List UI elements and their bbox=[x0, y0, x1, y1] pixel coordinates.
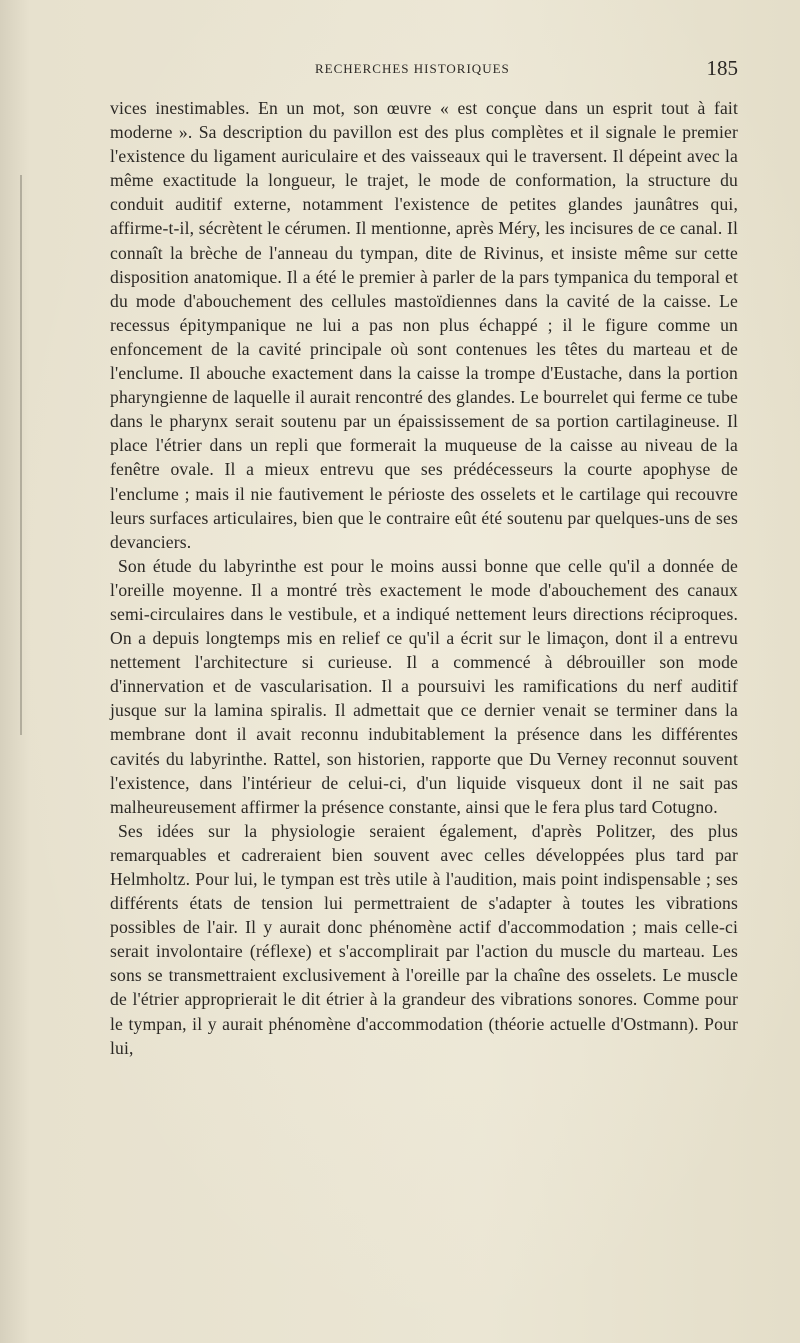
page-number: 185 bbox=[706, 56, 738, 80]
paragraph-3: Ses idées sur la physiologie seraient également, d'après Politzer, des plus remarquables et cadreraient bien souvent avec celles développées plus tard par Helmholtz. Pour lui, le tympan est très utile à l'audition, mais point indispensable ; ses différents états de tension lui permettraient de s'adapter à toutes les vibrations possibles de l'air. Il y aurait donc phénomène actif d'accommodation ; mais celle-ci serait involontaire (réflexe) et s'accomplirait par l'action du muscle du marteau. Les sons se transmettraient exclusivement à l'oreille par la chaîne des osselets. Le muscle de l'étrier approprierait le dit étrier à la grandeur des vibrations sonores. Comme pour le tympan, il y aurait phénomène d'accommodation (théorie actuelle d'Ostmann). Pour lui, bbox=[110, 820, 738, 1058]
body-text bbox=[110, 96, 738, 1060]
paragraph-2: Son étude du labyrinthe est pour le moins aussi bonne que celle qu'il a donnée de l'oreille moyenne. Il a montré très exactement le mode d'abouchement des canaux semi-circulaires dans le vestibule, et a indiqué nettement leurs directions réciproques. On a depuis longtemps mis en relief ce qu'il a écrit sur le limaçon, dont il a entrevu nettement l'architecture si curieuse. Il a commencé à débrouiller son mode d'innervation et de vascularisation. Il a poursuivi les ramifications du nerf auditif jusque sur la lamina spiralis. Il admettait que ce dernier venait se terminer dans la membrane dont il avait reconnu indubitablement la présence dans les différentes cavités du labyrinthe. Rattel, son historien, rapporte que Du Verney reconnut souvent l'existence, dans l'intérieur de celui-ci, d'un liquide visqueux dont il ne sait pas malheureusement affirmer la présence constante, ainsi que le fera plus tard Cotugno. bbox=[110, 555, 738, 817]
running-head: RECHERCHES HISTORIQUES bbox=[315, 61, 510, 76]
binding-shadow bbox=[20, 175, 22, 735]
page-header bbox=[110, 58, 738, 84]
paragraph-1: vices inestimables. En un mot, son œuvre « est conçue dans un esprit tout à fait moderne ». Sa description du pavillon est des plus complètes et il signale le premier l'existence du ligament auriculaire et des vaisseaux qui le traversent. Il dépeint avec la même exactitude la longueur, le trajet, le mode de conformation, la structure du conduit auditif externe, notamment l'existence de petites glandes jaunâtres qui, affirme-t-il, sécrètent le cérumen. Il mentionne, après Méry, les incisures de ce canal. Il connaît la brèche de l'anneau du tympan, dite de Rivinus, et insiste même sur cette disposition anatomique. Il a été le premier à parler de la pars tympanica du temporal et du mode d'abouchement des cellules mastoïdiennes dans la cavité de la caisse. Le recessus épitympanique ne lui a pas non plus échappé ; il le figure comme un enfoncement de la cavité principale où sont contenues les têtes du marteau et de l'enclume. Il abouche exactement dans la caisse la trompe d'Eustache, dans la portion pharyngienne de laquelle il aurait rencontré des glandes. Le bourrelet qui ferme ce tube dans le pharynx serait soutenu par un épaississement de sa portion cartilagineuse. Il place l'étrier dans un repli que formerait la muqueuse de la caisse au niveau de la fenêtre ovale. Il a mieux entrevu que ses prédécesseurs la courte apophyse de l'enclume ; mais il nie fautivement le périoste des osselets et le cartilage qui recouvre leurs surfaces articulaires, bien que le contraire eût été soutenu par quelques-uns de ses devanciers. bbox=[110, 98, 738, 552]
